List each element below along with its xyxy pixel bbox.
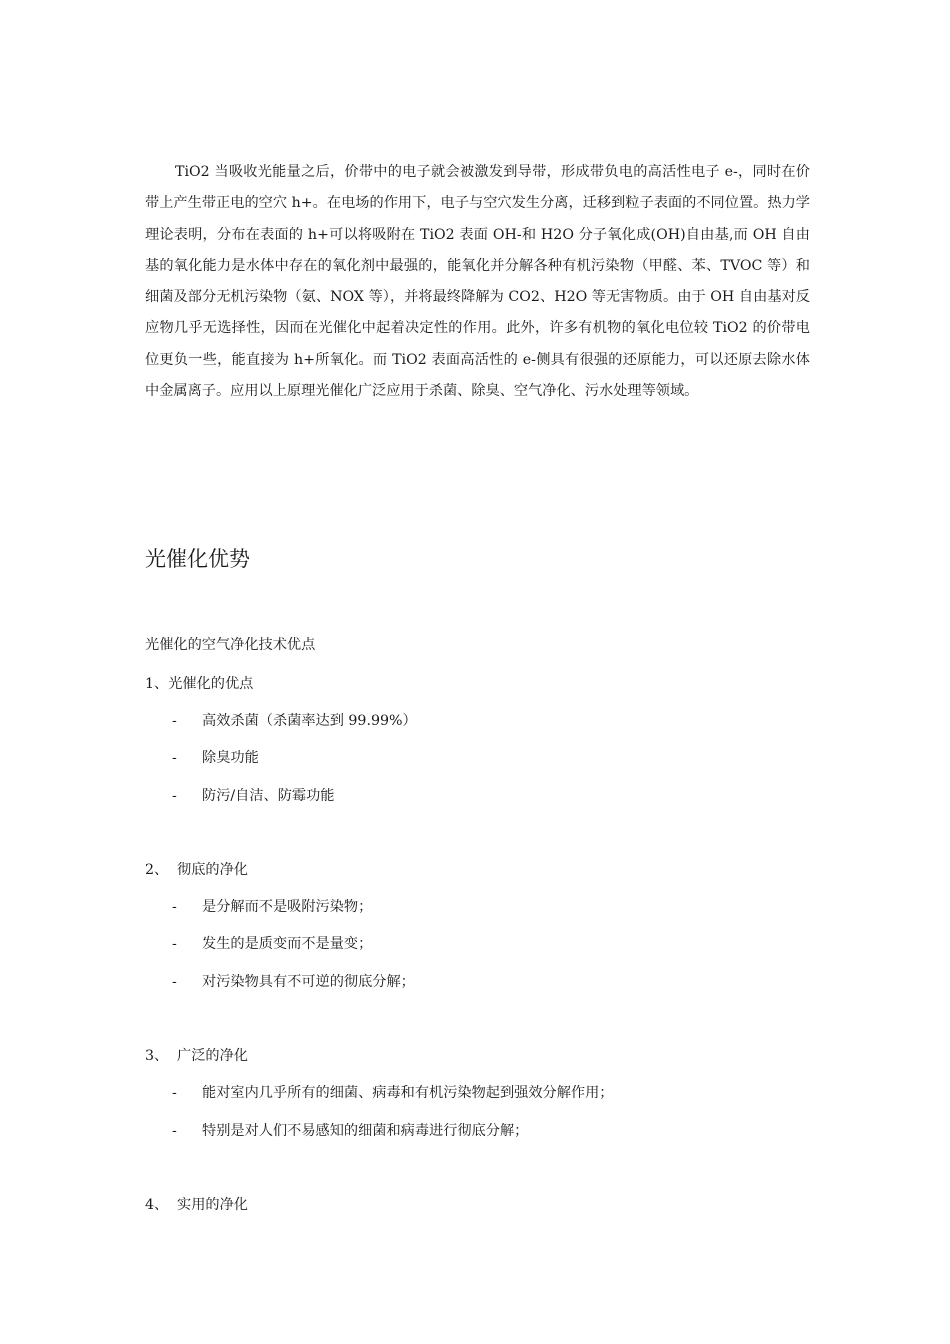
bullet-dash: -	[172, 936, 177, 952]
section-3-item-2: - 特别是对人们不易感知的细菌和病毒进行彻底分解；	[172, 1117, 528, 1145]
bullet-dash: -	[172, 974, 177, 990]
bullet-dash: -	[172, 899, 177, 915]
section-4-title: 4、 实用的净化	[145, 1197, 248, 1213]
section-2-item-1: - 是分解而不是吸附污染物；	[172, 893, 372, 921]
bullet-dash: -	[172, 713, 177, 729]
bullet-dash: -	[172, 1085, 177, 1101]
bullet-dash: -	[172, 1123, 177, 1139]
section-3-item-1: - 能对室内几乎所有的细菌、病毒和有机污染物起到强效分解作用；	[172, 1079, 613, 1107]
section-1-item-1: - 高效杀菌（杀菌率达到 99.99%）	[172, 707, 417, 735]
section-1-title: 1、光催化的优点	[145, 676, 254, 692]
section-1-item-3: - 防污/自洁、防霉功能	[172, 782, 334, 810]
section-2-item-2: - 发生的是质变而不是量变；	[172, 930, 372, 958]
section-1-item-2: - 除臭功能	[172, 744, 259, 772]
section-3-title: 3、 广泛的净化	[145, 1048, 248, 1064]
section-2-title: 2、 彻底的净化	[145, 862, 248, 878]
subheading: 光催化的空气净化技术优点	[145, 637, 316, 653]
intro-paragraph: TiO2 当吸收光能量之后，价带中的电子就会被激发到导带，形成带负电的高活性电子 e-，同时在价带上产生带正电的空穴 h+。在电场的作用下，电子与空穴发生分离，迁移到粒子表面的不同位置。热力学理论表明，分布在表面的 h+可以将吸附在 TiO2 表面 OH-和 H2O 分子氧化成(OH)自由基,而 OH 自由基的氧化能力是水体中存在的氧化剂中最强的，能氧化并分解各种有机污染物（甲醛、苯、TVOC 等）和细菌及部分无机污染物（氨、NOX 等），并将最终降解为 CO2、H2O 等无害物质。由于 OH 自由基对反应物几乎无选择性，因而在光催化中起着决定性的作用。此外，许多有机物的氧化电位较 TiO2 的价带电位更负一些，能直接为 h+所氧化。而 TiO2 表面高活性的 e-侧具有很强的还原能力，可以还原去除水体中金属离子。应用以上原理光催化广泛应用于杀菌、除臭、空气净化、污水处理等领域。	[145, 164, 810, 400]
bullet-dash: -	[172, 788, 177, 804]
bullet-dash: -	[172, 750, 177, 766]
section-2-item-3: - 对污染物具有不可逆的彻底分解；	[172, 968, 415, 996]
section-heading: 光催化优势	[145, 547, 250, 571]
